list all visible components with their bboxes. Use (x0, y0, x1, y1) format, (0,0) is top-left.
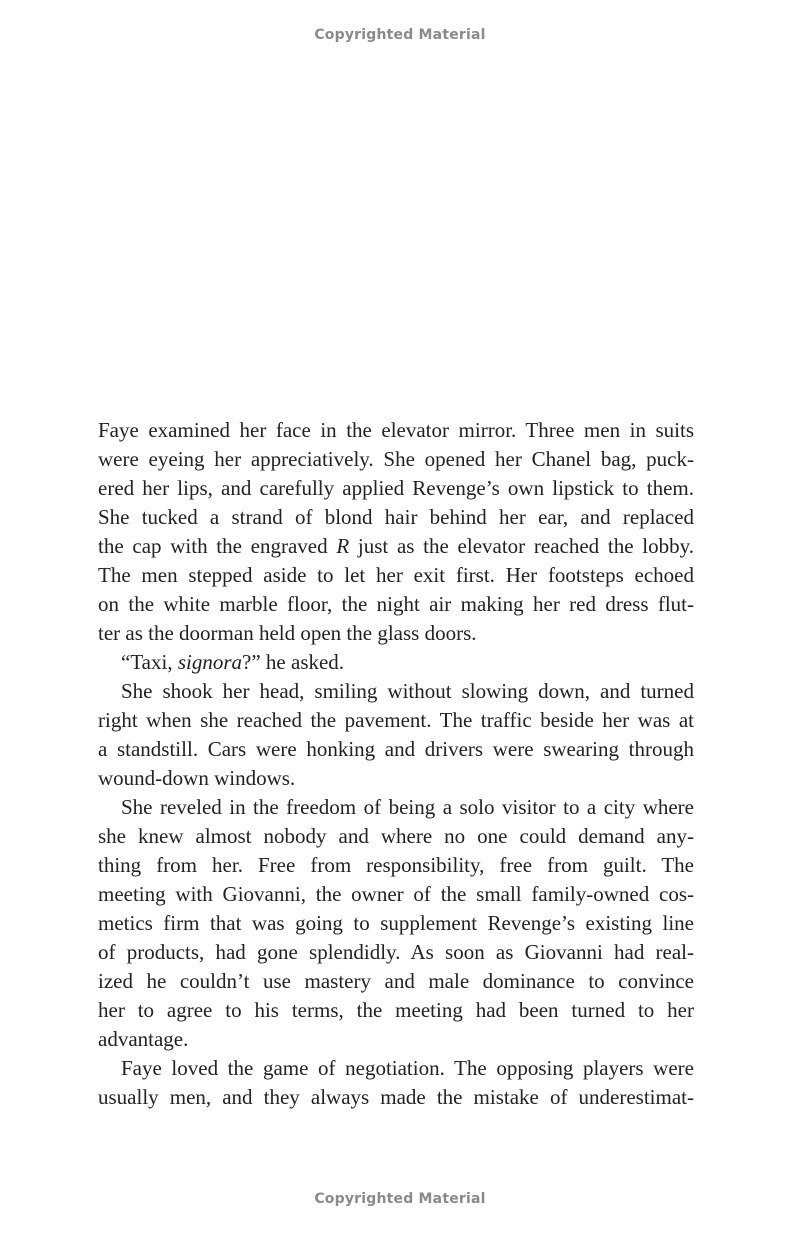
text-line: usually men, and they always made the mistake of underestimat- (98, 1085, 694, 1109)
text-line: The men stepped aside to let her exit first. Her footsteps echoed (98, 563, 694, 587)
text-line: meeting with Giovanni, the owner of the small family-owned cos- (98, 882, 694, 906)
text-line: She reveled in the freedom of being a solo visitor to a city where (121, 795, 694, 819)
text-run: “Taxi, (121, 650, 178, 674)
copyright-watermark-top: Copyrighted Material (314, 27, 486, 43)
text-line: ter as the doorman held open the glass doors. (98, 621, 477, 645)
text-run: just as the elevator reached the lobby. (349, 534, 694, 558)
text-line (98, 532, 694, 561)
text-line: She shook her head, smiling without slowing down, and turned (121, 679, 694, 703)
text-line: right when she reached the pavement. The traffic beside her was at (98, 708, 694, 732)
text-line: she knew almost nobody and where no one could demand any- (98, 824, 694, 848)
text-line: were eyeing her appreciatively. She opened her Chanel bag, puck- (98, 447, 694, 471)
italic-word: signora (177, 650, 243, 674)
dialogue-line (98, 648, 694, 677)
text-line: of products, had gone splendidly. As soon as Giovanni had real- (98, 940, 694, 964)
text-run: ?” he asked. (242, 650, 345, 674)
text-run: the cap with the engraved (98, 534, 337, 558)
copyright-watermark-bottom: Copyrighted Material (314, 1191, 486, 1207)
text-line: Faye examined her face in the elevator mirror. Three men in suits (98, 418, 694, 442)
text-line: a standstill. Cars were honking and drivers were swearing through (98, 737, 694, 761)
page-body-text (98, 416, 694, 1112)
text-line: Faye loved the game of negotiation. The opposing players were (121, 1056, 694, 1080)
text-line: She tucked a strand of blond hair behind her ear, and replaced (98, 505, 694, 529)
text-line: ered her lips, and carefully applied Revenge’s own lipstick to them. (98, 476, 694, 500)
text-line: advantage. (98, 1027, 189, 1051)
text-line: metics firm that was going to supplement Revenge’s existing line (98, 911, 694, 935)
text-line: wound-down windows. (98, 766, 296, 790)
text-line: on the white marble floor, the night air making her red dress flut- (98, 592, 694, 616)
text-line: thing from her. Free from responsibility, free from guilt. The (98, 853, 694, 877)
italic-letter: R (336, 534, 350, 558)
text-line: ized he couldn’t use mastery and male dominance to convince (98, 969, 694, 993)
text-line: her to agree to his terms, the meeting had been turned to her (98, 998, 694, 1022)
